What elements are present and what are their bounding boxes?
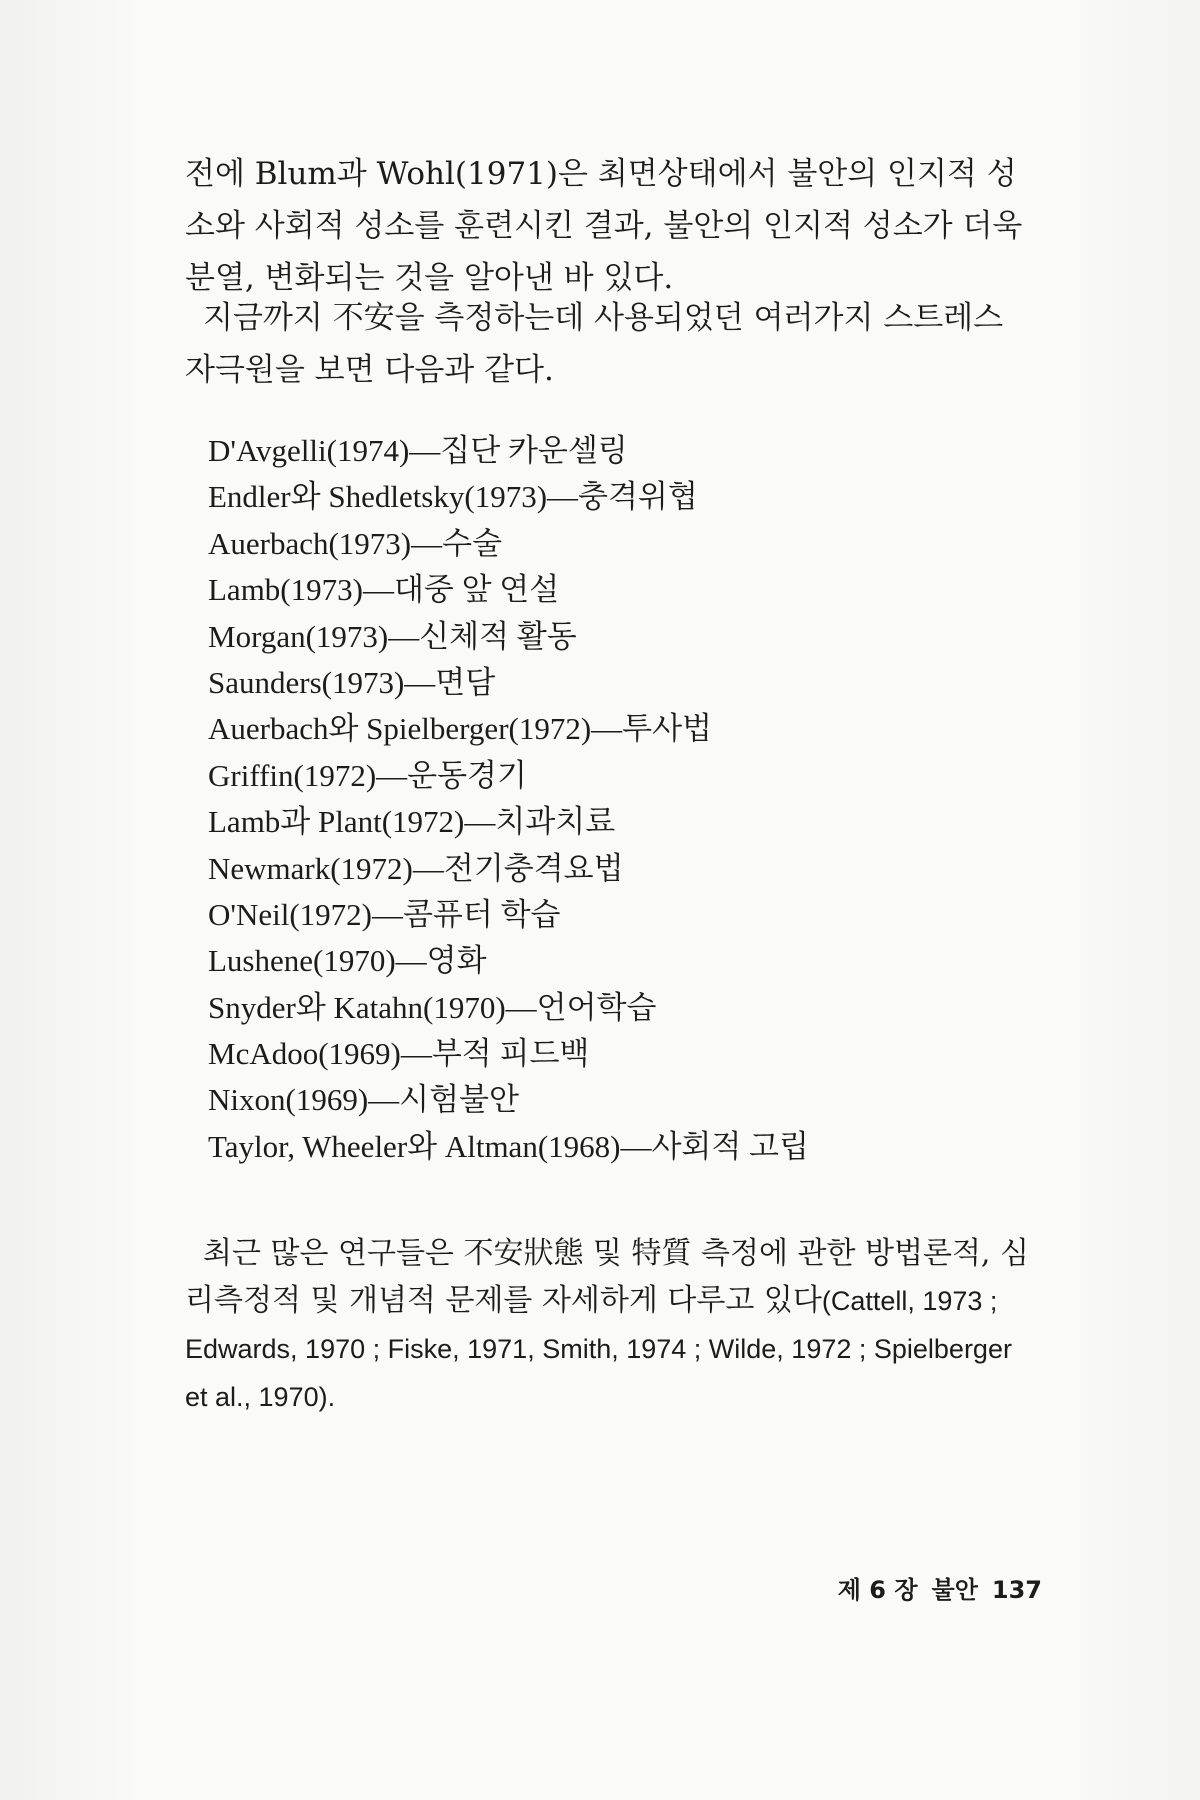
list-item: Griffin(1972)—운동경기 — [208, 757, 527, 793]
list-item: Auerbach와 Spielberger(1972)—투사법 — [208, 711, 712, 747]
list-item: D'Avgelli(1974)—집단 카운셀링 — [208, 433, 628, 468]
list-item: Snyder와 Katahn(1970)—언어학습 — [208, 989, 657, 1025]
page-number: 137 — [991, 1576, 1042, 1604]
list-intro-text: 지금까지 不安을 측정하는데 사용되었던 여러가지 스트레스 자극원을 보면 다음과 같다. — [185, 300, 1004, 388]
list-item: Newmark(1972)—전기충격요법 — [208, 850, 624, 886]
chapter-label: 제 6 장 — [837, 1576, 918, 1604]
conclusion-text: 최근 많은 연구들은 不安狀態 및 特質 측정에 관한 방법론적, 심리측정적 및 개념적 문제를 자세하게 다루고 있다 — [185, 1236, 1029, 1318]
list-item: Morgan(1973)—신체적 활동 — [208, 618, 577, 654]
stressor-list — [208, 428, 809, 1170]
list-item: Lamb(1973)—대중 앞 연설 — [208, 572, 560, 608]
page-footer — [780, 1575, 1042, 1605]
list-item: O'Neil(1972)—콤퓨터 학습 — [208, 896, 561, 932]
list-item: Taylor, Wheeler와 Altman(1968)—사회적 고립 — [208, 1128, 809, 1164]
list-item: Lushene(1970)—영화 — [208, 943, 487, 979]
list-item: Auerbach(1973)—수술 — [208, 525, 503, 561]
citation-list: (Cattell, 1973 ; Edwards, 1970 ; Fiske, 1971, Smith, 1974 ; Wilde, 1972 ; Spielberger et al., 1970). — [185, 1286, 1012, 1412]
list-item: Nixon(1969)—시험불안 — [208, 1082, 519, 1118]
list-item: Lamb과 Plant(1972)—치과치료 — [208, 804, 616, 840]
list-item: Saunders(1973)—면담 — [208, 664, 496, 700]
list-intro-paragraph — [185, 292, 1035, 396]
chapter-title: 불안 — [931, 1576, 978, 1604]
intro-paragraph: 전에 Blum과 Wohl(1971)은 최면상태에서 불안의 인지적 성소와 사회적 성소를 훈련시킨 결과, 불안의 인지적 성소가 더욱 분열, 변화되는 것을 알아낸 바 있다. — [185, 156, 1023, 296]
conclusion-paragraph — [185, 1230, 1035, 1421]
list-item: McAdoo(1969)—부적 피드백 — [208, 1036, 590, 1072]
list-item: Endler와 Shedletsky(1973)—충격위협 — [208, 479, 698, 515]
